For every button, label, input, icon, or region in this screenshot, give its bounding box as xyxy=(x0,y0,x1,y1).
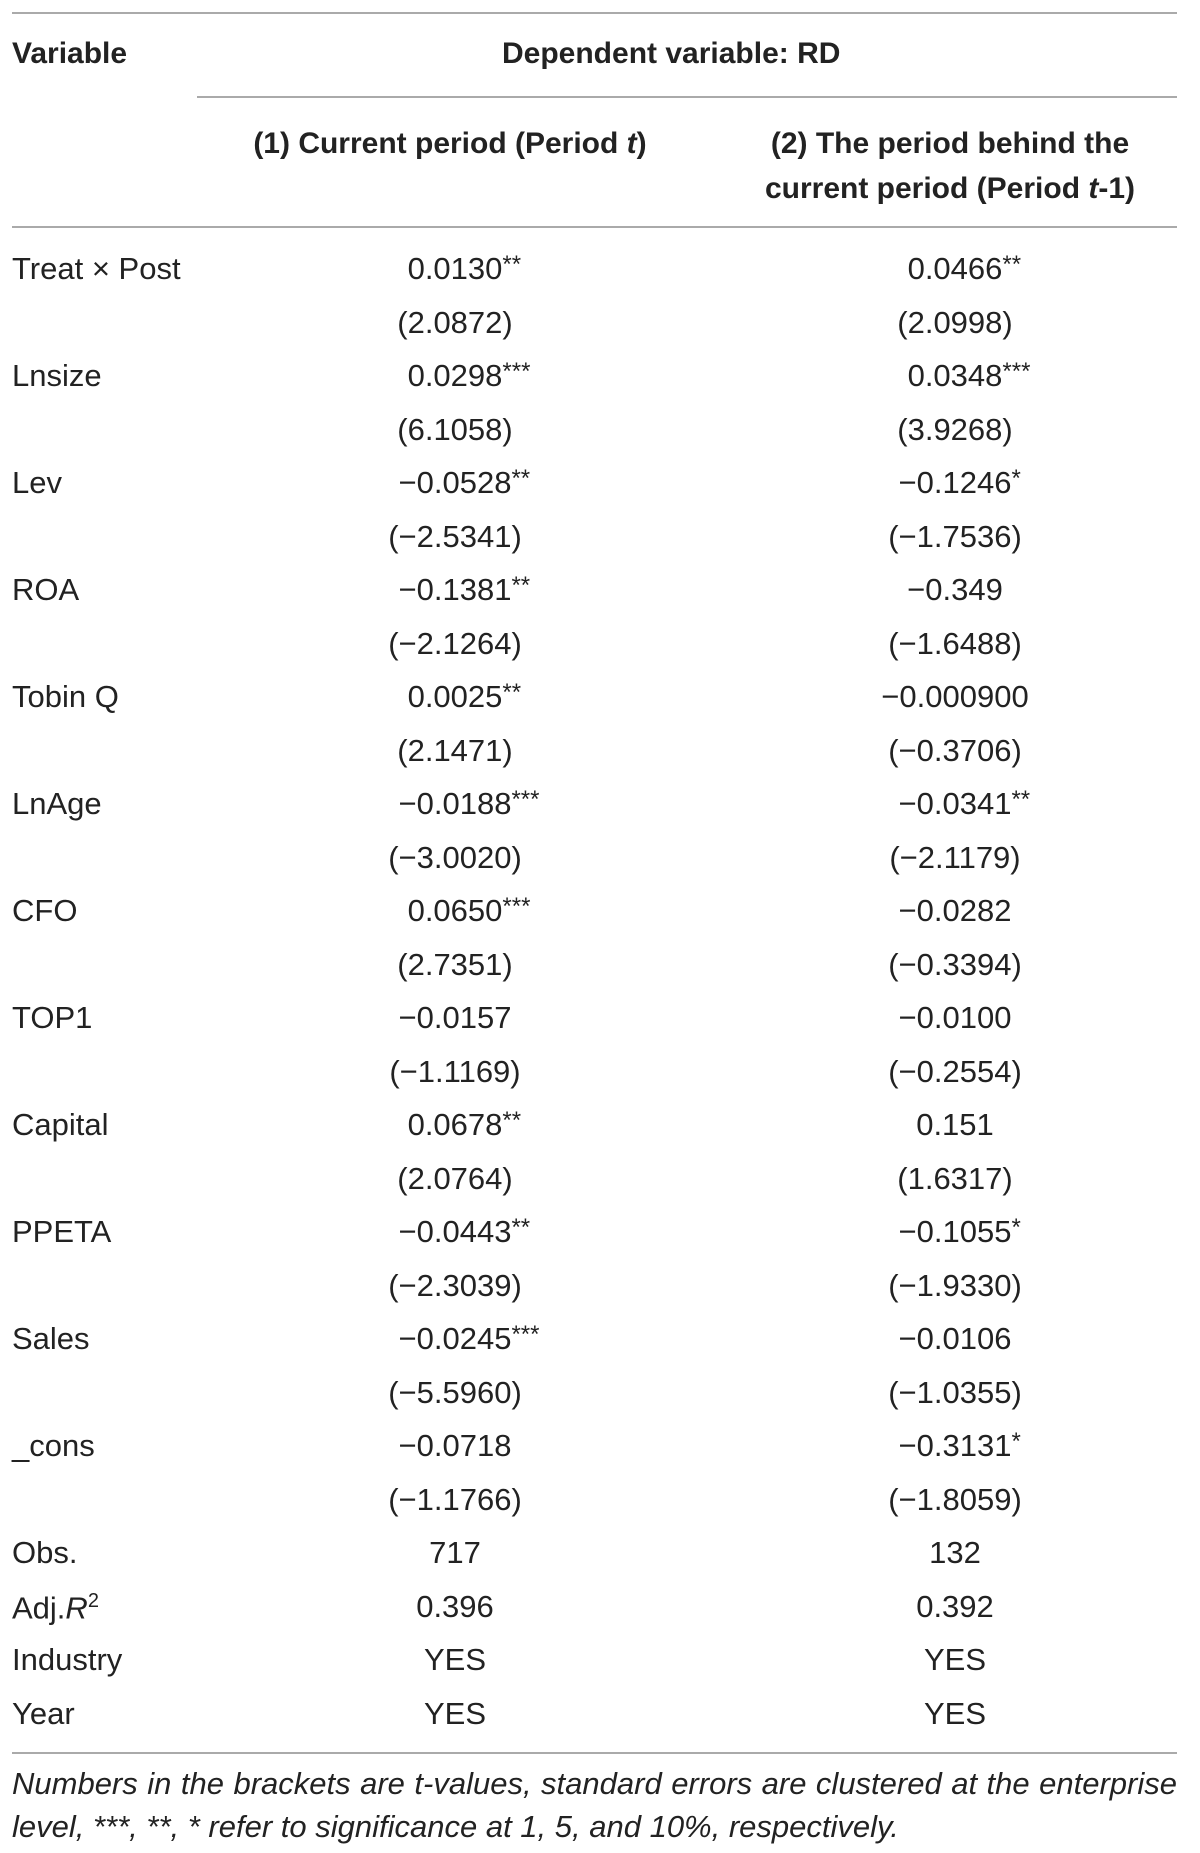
coef-col2 xyxy=(875,253,1035,284)
coef-col1-significance: *** xyxy=(511,1321,540,1348)
row-label-text: CFO xyxy=(12,893,78,928)
coef-col1-significance: ** xyxy=(511,572,531,599)
coef-col2-value xyxy=(916,1109,994,1140)
tvalue-col1-text: (2.0872) xyxy=(397,305,513,340)
coef-col1-value xyxy=(407,893,531,928)
coef-col1-number: −0.0528 xyxy=(398,465,512,500)
tvalue-col2 xyxy=(875,307,1035,338)
coef-col1-number: 0.0650 xyxy=(407,893,503,928)
header-dependent-variable: Dependent variable: RD xyxy=(502,37,841,70)
row-label-text: Lnsize xyxy=(12,358,102,393)
table-footnote: Numbers in the brackets are t-values, standard errors are clustered at the enterprise level, ***, **, * refer to significance at 1, 5, and 10%, respectively. xyxy=(12,1766,1177,1844)
row-label-text: PPETA xyxy=(12,1214,112,1249)
tvalue-col2-text: (−0.3394) xyxy=(888,947,1022,982)
summary-col1-text: 0.396 xyxy=(416,1589,494,1624)
coef-col1-value xyxy=(398,786,540,821)
tvalue-col2-text: (−1.0355) xyxy=(888,1375,1022,1410)
summary-col1 xyxy=(375,1537,535,1568)
coef-col1 xyxy=(375,253,535,284)
coef-col2-value xyxy=(907,251,1022,286)
summary-label-italic: R xyxy=(65,1590,88,1626)
coef-col2-value xyxy=(898,786,1031,821)
summary-col1 xyxy=(375,1698,535,1729)
tvalue-col2 xyxy=(875,735,1035,766)
tvalue-col1-text: (6.1058) xyxy=(397,412,513,447)
top-rule xyxy=(12,12,1177,14)
tvalue-col2-text: (2.0998) xyxy=(897,305,1013,340)
coef-col1-value xyxy=(407,251,522,286)
tvalue-col2-text: (−1.9330) xyxy=(888,1268,1022,1303)
coef-col2-number: 0.0466 xyxy=(907,251,1003,286)
coef-col1-significance: ** xyxy=(511,465,531,492)
coef-col1-number: 0.0298 xyxy=(407,358,503,393)
coef-col1-significance: *** xyxy=(502,893,531,920)
row-label-text: ROA xyxy=(12,572,80,607)
tvalue-col1-text: (−5.5960) xyxy=(388,1375,522,1410)
summary-label-text: Adj. xyxy=(12,1590,66,1626)
tvalue-col2 xyxy=(875,628,1035,659)
coef-col1 xyxy=(375,786,540,821)
coef-col2-significance: *** xyxy=(1002,358,1031,385)
summary-col2 xyxy=(875,1644,1035,1675)
tvalue-col2 xyxy=(875,1163,1035,1194)
coef-col2 xyxy=(875,1323,1035,1354)
tvalue-col1-text: (−2.5341) xyxy=(388,519,522,554)
coef-col1 xyxy=(375,574,535,605)
header-col2-line2-text: current period (Period xyxy=(764,172,1089,205)
row-label xyxy=(12,574,79,605)
tvalue-col1 xyxy=(375,307,535,338)
coef-col1 xyxy=(375,360,535,391)
row-label xyxy=(12,1002,92,1033)
coef-col1-significance: *** xyxy=(502,358,531,385)
summary-col2 xyxy=(875,1698,1035,1729)
coef-col1-significance: ** xyxy=(502,679,522,706)
tvalue-col1 xyxy=(375,521,535,552)
tvalue-col2-text: (−1.8059) xyxy=(888,1482,1022,1517)
row-label-text: Sales xyxy=(12,1321,90,1356)
coef-col2-number: −0.0282 xyxy=(898,893,1012,928)
summary-col1-text: 717 xyxy=(429,1535,481,1570)
coef-col2-number: −0.000900 xyxy=(881,679,1029,714)
tvalue-col2-text: (1.6317) xyxy=(897,1161,1013,1196)
coef-col2-significance: ** xyxy=(1002,251,1022,278)
coef-col2-value xyxy=(898,1214,1021,1249)
tvalue-col1 xyxy=(375,414,535,445)
tvalue-col2-text: (−0.2554) xyxy=(888,1054,1022,1089)
row-label-text: Treat × Post xyxy=(12,251,181,286)
tvalue-col1 xyxy=(375,1270,535,1301)
tvalue-col1 xyxy=(375,1377,535,1408)
tvalue-col1-text: (−1.1766) xyxy=(388,1482,522,1517)
coef-col2 xyxy=(875,467,1035,498)
coef-col2 xyxy=(875,360,1035,391)
coef-col1-number: 0.0678 xyxy=(407,1107,503,1142)
tvalue-col1 xyxy=(375,1484,535,1515)
coef-col2-number: −0.0106 xyxy=(898,1321,1012,1356)
summary-col2 xyxy=(875,1537,1035,1568)
coef-col2-number: −0.0100 xyxy=(898,1000,1012,1035)
coef-col1-number: −0.0157 xyxy=(398,1000,512,1035)
coef-col2 xyxy=(875,895,1035,926)
row-label-text: TOP1 xyxy=(12,1000,93,1035)
coef-col2 xyxy=(875,788,1035,819)
header-col1-text: (1) Current period (Period xyxy=(253,127,627,160)
coef-col1-number: −0.0188 xyxy=(398,786,512,821)
coef-col2-value xyxy=(898,465,1021,500)
tvalue-col1 xyxy=(375,949,535,980)
coef-col2-significance: * xyxy=(1011,1428,1021,1455)
coef-col2-number: −0.1055 xyxy=(898,1214,1012,1249)
header-col2-line1: (2) The period behind the xyxy=(770,127,1130,160)
summary-label xyxy=(12,1644,122,1675)
coef-col2-value xyxy=(899,1002,1012,1033)
header-col2-line2-italic: t xyxy=(1088,172,1099,205)
coef-col2-value xyxy=(899,895,1012,926)
summary-col2-text: 132 xyxy=(929,1535,981,1570)
header-col2-line2-after: -1) xyxy=(1098,172,1136,205)
coef-col2-value xyxy=(907,574,1003,605)
summary-label xyxy=(12,1698,75,1729)
coef-col1-value xyxy=(398,572,531,607)
coef-col2-number: −0.349 xyxy=(907,572,1003,607)
coef-col1-number: 0.0130 xyxy=(407,251,503,286)
coef-col1-value xyxy=(398,1321,540,1356)
coef-col2-significance: * xyxy=(1011,1214,1021,1241)
row-label xyxy=(12,788,102,819)
tvalue-col2 xyxy=(875,949,1035,980)
row-label xyxy=(12,253,181,284)
row-label xyxy=(12,681,119,712)
tvalue-col1-text: (−1.1169) xyxy=(389,1054,521,1089)
tvalue-col2-text: (−0.3706) xyxy=(888,733,1022,768)
summary-col1-text: YES xyxy=(423,1696,487,1731)
row-label-text: LnAge xyxy=(12,786,102,821)
tvalue-col2 xyxy=(875,414,1035,445)
tvalue-col1-text: (−2.1264) xyxy=(388,626,522,661)
row-label-text: Lev xyxy=(12,465,62,500)
tvalue-col1-text: (2.1471) xyxy=(397,733,513,768)
summary-col2-text: YES xyxy=(923,1642,987,1677)
tvalue-col2-text: (3.9268) xyxy=(897,412,1013,447)
coef-col1 xyxy=(375,895,535,926)
summary-col2-text: YES xyxy=(923,1696,987,1731)
coef-col2-value xyxy=(898,1428,1021,1463)
tvalue-col2-text: (−1.7536) xyxy=(888,519,1022,554)
summary-col1-text: YES xyxy=(423,1642,487,1677)
tvalue-col1-text: (−2.3039) xyxy=(388,1268,522,1303)
coef-col1 xyxy=(375,1216,535,1247)
tvalue-col2 xyxy=(875,521,1035,552)
tvalue-col1 xyxy=(375,735,535,766)
row-label-text: _cons xyxy=(12,1428,95,1463)
coef-col1-value xyxy=(398,465,531,500)
tvalue-col1 xyxy=(375,1056,535,1087)
row-label xyxy=(12,1323,90,1354)
coef-col1-value xyxy=(407,679,522,714)
coef-col1 xyxy=(375,681,535,712)
summary-col1 xyxy=(375,1591,535,1622)
coef-col2-number: −0.3131 xyxy=(898,1428,1012,1463)
coef-col2 xyxy=(875,1216,1035,1247)
bottom-rule xyxy=(12,1752,1177,1754)
header-variable: Variable xyxy=(12,37,128,70)
row-label xyxy=(12,1430,95,1461)
header-col1-italic: t xyxy=(626,127,637,160)
coef-col1-number: −0.0443 xyxy=(398,1214,512,1249)
summary-col1 xyxy=(375,1644,535,1675)
coef-col2-number: 0.0348 xyxy=(907,358,1003,393)
header-col1-after: ) xyxy=(636,127,647,160)
coef-col1-value xyxy=(398,1214,531,1249)
row-label xyxy=(12,1216,111,1247)
coef-col1-number: 0.0025 xyxy=(407,679,503,714)
tvalue-col2 xyxy=(875,1484,1035,1515)
coef-col2 xyxy=(875,1430,1035,1461)
coef-col1 xyxy=(375,1430,535,1461)
coef-col1 xyxy=(375,1002,535,1033)
row-label xyxy=(12,360,102,391)
coef-col2-value xyxy=(899,1323,1012,1354)
coef-col1-value xyxy=(399,1002,512,1033)
coef-col2 xyxy=(875,1002,1035,1033)
tvalue-col2 xyxy=(875,842,1035,873)
tvalue-col1-text: (2.7351) xyxy=(397,947,513,982)
coef-col2-significance: ** xyxy=(1011,786,1031,813)
coef-col2-number: −0.1246 xyxy=(898,465,1012,500)
coef-col2 xyxy=(875,574,1035,605)
coef-col1-value xyxy=(399,1430,512,1461)
coef-col1-value xyxy=(407,1107,522,1142)
header-midrule xyxy=(197,96,1177,98)
coef-col1-value xyxy=(407,358,531,393)
coef-col1-significance: ** xyxy=(502,1107,522,1134)
coef-col1 xyxy=(375,1321,540,1356)
coef-col1-number: −0.1381 xyxy=(398,572,512,607)
row-label xyxy=(12,467,62,498)
coef-col2 xyxy=(875,1109,1035,1140)
tvalue-col1-text: (−3.0020) xyxy=(388,840,522,875)
header-col1 xyxy=(205,121,695,166)
coef-col2-value xyxy=(881,681,1028,712)
summary-label-superscript: 2 xyxy=(87,1590,99,1612)
coef-col1-significance: ** xyxy=(511,1214,531,1241)
summary-label xyxy=(12,1537,77,1568)
tvalue-col1 xyxy=(375,628,535,659)
tvalue-col2 xyxy=(875,1056,1035,1087)
header-col2-line2 xyxy=(710,166,1190,211)
coef-col2-value xyxy=(907,358,1031,393)
row-label xyxy=(12,895,77,926)
coef-col1 xyxy=(375,467,535,498)
header-col2 xyxy=(710,121,1190,211)
summary-label-text: Industry xyxy=(12,1642,123,1677)
tvalue-col1 xyxy=(375,842,535,873)
row-label xyxy=(12,1109,109,1140)
tvalue-col1 xyxy=(375,1163,535,1194)
summary-label xyxy=(12,1590,99,1626)
tvalue-col2 xyxy=(875,1270,1035,1301)
summary-col2 xyxy=(875,1591,1035,1622)
tvalue-col2-text: (−2.1179) xyxy=(889,840,1021,875)
tvalue-col2 xyxy=(875,1377,1035,1408)
tvalue-col1-text: (2.0764) xyxy=(397,1161,513,1196)
coef-col1-number: −0.0718 xyxy=(398,1428,512,1463)
coef-col1-number: −0.0245 xyxy=(398,1321,512,1356)
coef-col2-number: 0.151 xyxy=(916,1107,994,1142)
coef-col1-significance: ** xyxy=(502,251,522,278)
coef-col2-significance: * xyxy=(1011,465,1021,492)
header-bottom-rule xyxy=(12,226,1177,228)
coef-col1 xyxy=(375,1109,535,1140)
summary-label-text: Obs. xyxy=(12,1535,78,1570)
coef-col2 xyxy=(875,681,1035,712)
row-label-text: Tobin Q xyxy=(12,679,119,714)
row-label-text: Capital xyxy=(12,1107,109,1142)
summary-label-text: Year xyxy=(12,1696,75,1731)
coef-col1-significance: *** xyxy=(511,786,540,813)
tvalue-col2-text: (−1.6488) xyxy=(888,626,1022,661)
coef-col2-number: −0.0341 xyxy=(898,786,1012,821)
summary-col2-text: 0.392 xyxy=(916,1589,994,1624)
